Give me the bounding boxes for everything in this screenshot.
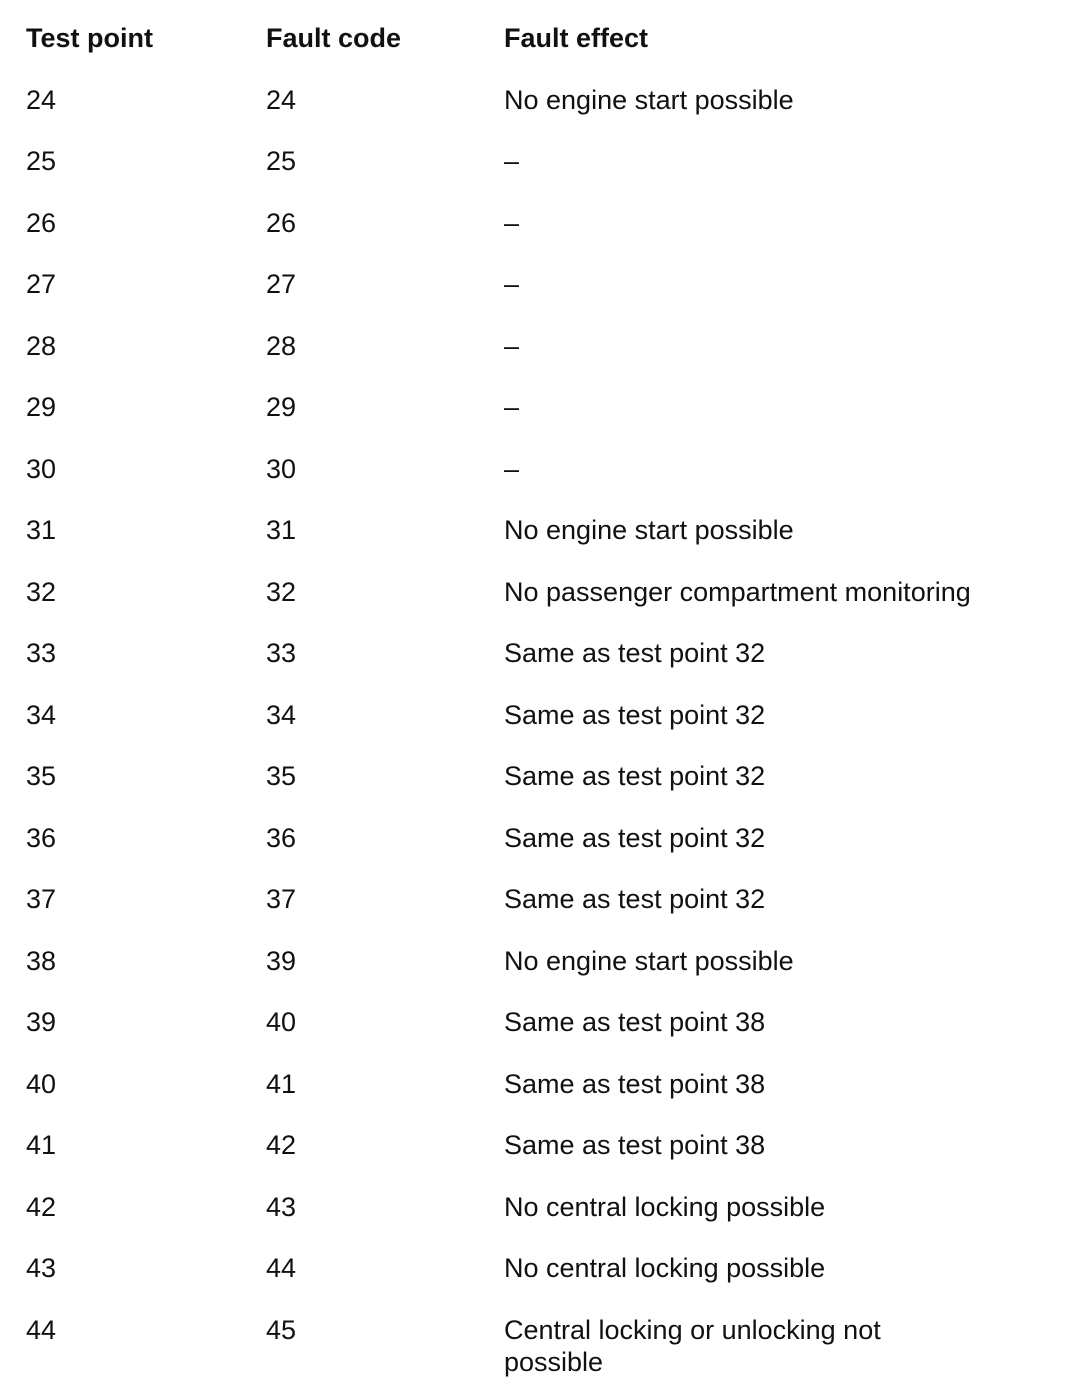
fault-code-cell: 33 [266,638,297,668]
header-test-point: Test point [26,23,153,53]
test-point-cell: 35 [26,761,57,791]
fault-effect-cell: – [504,331,520,361]
fault-effect-cell: Same as test point 38 [504,1069,766,1099]
test-point-cell: 28 [26,331,57,361]
fault-effect-cell: Same as test point 32 [504,700,766,730]
fault-code-cell: 26 [266,208,297,238]
fault-effect-cell: Same as test point 32 [504,638,766,668]
fault-effect-cell: – [504,269,520,299]
test-point-cell: 39 [26,1007,57,1037]
fault-effect-cell: Same as test point 32 [504,823,766,853]
test-point-cell: 32 [26,577,57,607]
test-point-cell: 26 [26,208,57,238]
test-point-cell: 36 [26,823,57,853]
fault-code-cell: 45 [266,1315,297,1345]
header-fault-effect: Fault effect [504,23,649,53]
test-point-cell: 37 [26,884,57,914]
fault-code-cell: 41 [266,1069,297,1099]
fault-effect-cell: Same as test point 38 [504,1130,766,1160]
fault-effect-cell: No passenger compartment monitoring [504,577,971,607]
test-point-cell: 27 [26,269,57,299]
test-point-cell: 33 [26,638,57,668]
test-point-cell: 29 [26,392,57,422]
test-point-cell: 24 [26,85,57,115]
test-point-cell: 42 [26,1192,57,1222]
test-point-cell: 43 [26,1253,57,1283]
fault-code-cell: 36 [266,823,297,853]
test-point-cell: 40 [26,1069,57,1099]
fault-code-cell: 32 [266,577,297,607]
fault-effect-cell: Same as test point 32 [504,884,766,914]
fault-effect-cell: – [504,146,520,176]
header-fault-code: Fault code [266,23,402,53]
fault-code-cell: 28 [266,331,297,361]
fault-effect-cell: No engine start possible [504,946,794,976]
fault-code-cell: 42 [266,1130,297,1160]
fault-code-cell: 44 [266,1253,297,1283]
fault-code-cell: 29 [266,392,297,422]
fault-code-cell: 31 [266,515,297,545]
fault-effect-cell: Central locking or unlocking not possible [504,1315,881,1377]
test-point-cell: 38 [26,946,57,976]
fault-effect-cell: No engine start possible [504,85,794,115]
test-point-cell: 34 [26,700,57,730]
fault-effect-cell: Same as test point 32 [504,761,766,791]
fault-code-cell: 39 [266,946,297,976]
fault-code-cell: 25 [266,146,297,176]
fault-code-cell: 34 [266,700,297,730]
test-point-cell: 30 [26,454,57,484]
fault-code-cell: 30 [266,454,297,484]
fault-effect-cell: Same as test point 38 [504,1007,766,1037]
fault-effect-cell: – [504,392,520,422]
fault-code-cell: 37 [266,884,297,914]
fault-code-cell: 24 [266,85,297,115]
test-point-cell: 44 [26,1315,57,1345]
fault-effect-cell: No central locking possible [504,1192,826,1222]
fault-code-cell: 35 [266,761,297,791]
test-point-cell: 41 [26,1130,57,1160]
fault-effect-cell: – [504,454,520,484]
fault-effect-cell: No central locking possible [504,1253,826,1283]
fault-effect-cell: – [504,208,520,238]
test-point-cell: 25 [26,146,57,176]
fault-code-cell: 40 [266,1007,297,1037]
fault-code-cell: 43 [266,1192,297,1222]
fault-code-cell: 27 [266,269,297,299]
test-point-cell: 31 [26,515,57,545]
fault-effect-cell: No engine start possible [504,515,794,545]
